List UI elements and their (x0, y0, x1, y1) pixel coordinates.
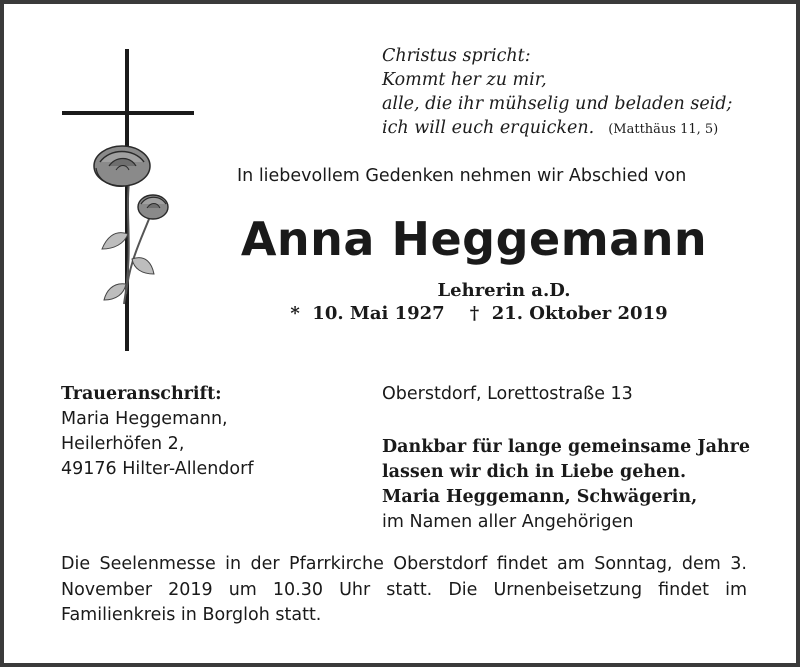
thanks-line: Maria Heggemann, Schwägerin, (382, 487, 698, 507)
location-text: Oberstdorf, Lorettostraße 13 (382, 384, 633, 404)
thanks-line: Dankbar für lange gemeinsame Jahre (382, 437, 751, 457)
bible-quote (382, 44, 732, 142)
thanks-line: im Namen aller Angehörigen (382, 512, 634, 532)
address-line: 49176 Hilter-Allendorf (61, 459, 254, 479)
cross-with-roses-icon (54, 44, 204, 356)
deceased-title: Lehrerin a.D. (437, 280, 571, 301)
deceased-dates: * 10. Mai 1927 † 21. Oktober 2019 (290, 303, 668, 324)
address-heading: Traueranschrift: (61, 384, 222, 404)
quote-line: Kommt her zu mir, (382, 70, 547, 90)
address-line: Heilerhöfen 2, (61, 434, 185, 454)
quote-reference: (Matthäus 11, 5) (608, 122, 719, 137)
deceased-name: Anna Heggemann (240, 212, 708, 266)
quote-line: Christus spricht: (382, 46, 531, 66)
thanks-line: lassen wir dich in Liebe gehen. (382, 462, 687, 482)
mourning-address (61, 382, 253, 482)
quote-line-text: ich will euch erquicken. (382, 118, 595, 138)
intro-text: In liebevollem Gedenken nehmen wir Abschied von (237, 166, 687, 186)
quote-line (382, 116, 732, 142)
address-line: Maria Heggemann, (61, 409, 228, 429)
quote-line: alle, die ihr mühselig und beladen seid; (382, 94, 733, 114)
funeral-notice: Die Seelenmesse in der Pfarrkirche Oberstdorf findet am Sonntag, dem 3. November 2019 um 10.30 Uhr statt. Die Urnenbeisetzung findet im Familienkreis in Borgloh statt. (61, 554, 747, 625)
thanks-block (382, 435, 750, 535)
